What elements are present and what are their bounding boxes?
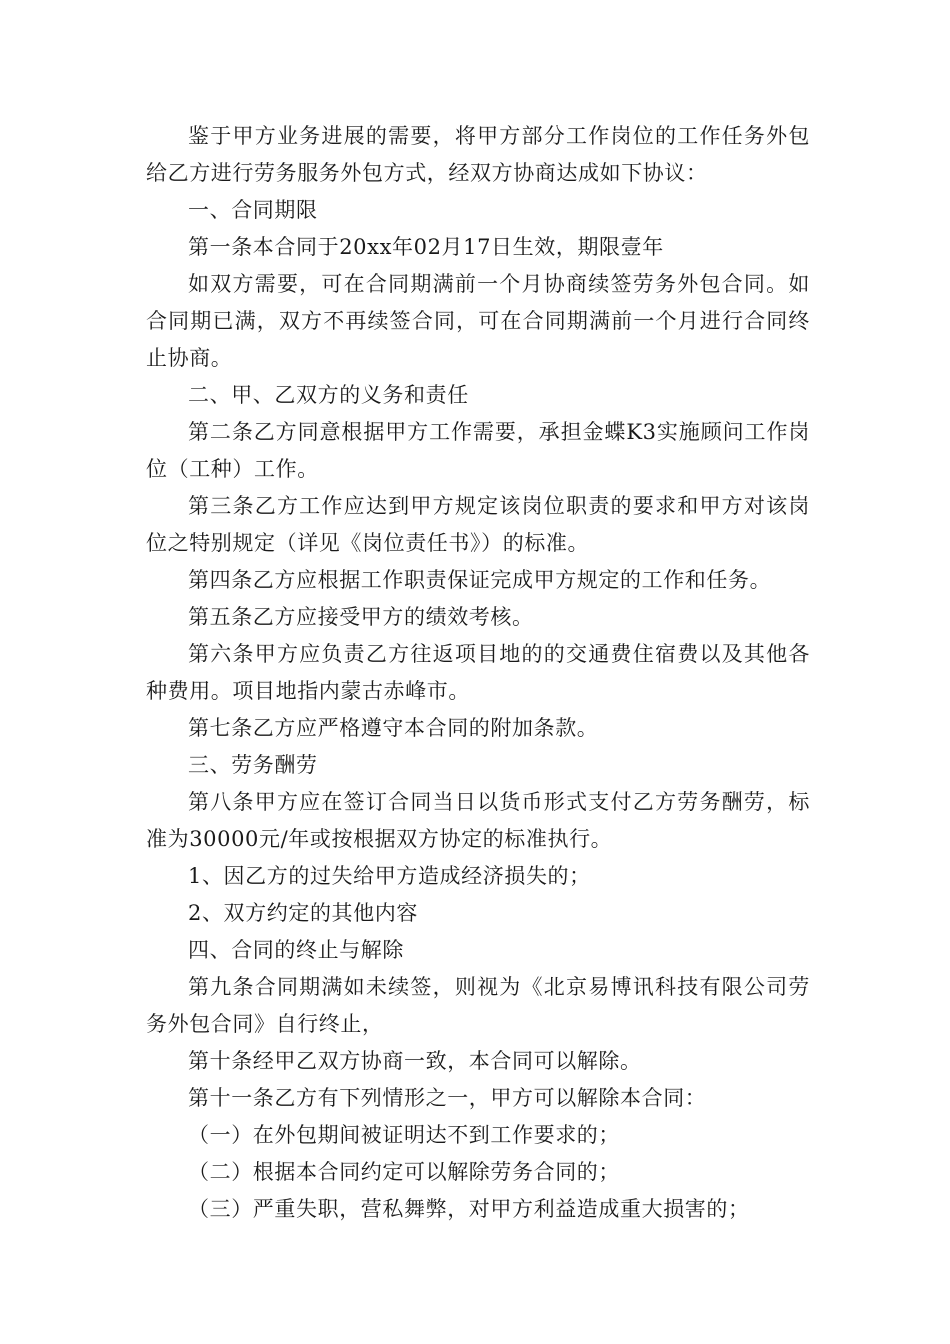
article-6: 第六条甲方应负责乙方往返项目地的的交通费住宿费以及其他各种费用。项目地指内蒙古赤峰市。 bbox=[146, 642, 810, 703]
document-body bbox=[146, 118, 810, 1228]
article-5: 第五条乙方应接受甲方的绩效考核。 bbox=[188, 605, 534, 629]
article-1: 第一条本合同于20xx年02月17日生效，期限壹年 bbox=[188, 235, 664, 259]
clause-item-1: （一）在外包期间被证明达不到工作要求的； bbox=[188, 1123, 620, 1147]
section-heading-contract-term: 一、合同期限 bbox=[188, 198, 318, 222]
article-7: 第七条乙方应严格遵守本合同的附加条款。 bbox=[188, 716, 599, 740]
section-heading-termination: 四、合同的终止与解除 bbox=[188, 938, 404, 962]
clause-item-2: （二）根据本合同约定可以解除劳务合同的； bbox=[188, 1160, 620, 1184]
list-item-2: 2、双方约定的其他内容 bbox=[188, 901, 418, 925]
list-item-1: 1、因乙方的过失给甲方造成经济损失的； bbox=[188, 864, 591, 888]
section-heading-remuneration: 三、劳务酬劳 bbox=[188, 753, 318, 777]
article-9: 第九条合同期满如未续签，则视为《北京易博讯科技有限公司劳务外包合同》自行终止， bbox=[146, 975, 810, 1036]
paragraph-renewal: 如双方需要，可在合同期满前一个月协商续签劳务外包合同。如合同期已满，双方不再续签合同，可在合同期满前一个月进行合同终止协商。 bbox=[146, 272, 810, 370]
paragraph-preamble: 鉴于甲方业务进展的需要，将甲方部分工作岗位的工作任务外包给乙方进行劳务服务外包方式，经双方协商达成如下协议： bbox=[146, 124, 810, 185]
article-2: 第二条乙方同意根据甲方工作需要，承担金蝶K3实施顾问工作岗位（工种）工作。 bbox=[146, 420, 810, 481]
article-11: 第十一条乙方有下列情形之一，甲方可以解除本合同： bbox=[188, 1086, 707, 1110]
article-8: 第八条甲方应在签订合同当日以货币形式支付乙方劳务酬劳，标准为30000元/年或按根据双方协定的标准执行。 bbox=[146, 790, 810, 851]
article-4: 第四条乙方应根据工作职责保证完成甲方规定的工作和任务。 bbox=[188, 568, 772, 592]
clause-item-3: （三）严重失职，营私舞弊，对甲方利益造成重大损害的； bbox=[188, 1197, 750, 1221]
section-heading-obligations: 二、甲、乙双方的义务和责任 bbox=[188, 383, 469, 407]
article-3: 第三条乙方工作应达到甲方规定该岗位职责的要求和甲方对该岗位之特别规定（详见《岗位责任书》）的标准。 bbox=[146, 494, 810, 555]
article-10: 第十条经甲乙双方协商一致，本合同可以解除。 bbox=[188, 1049, 642, 1073]
